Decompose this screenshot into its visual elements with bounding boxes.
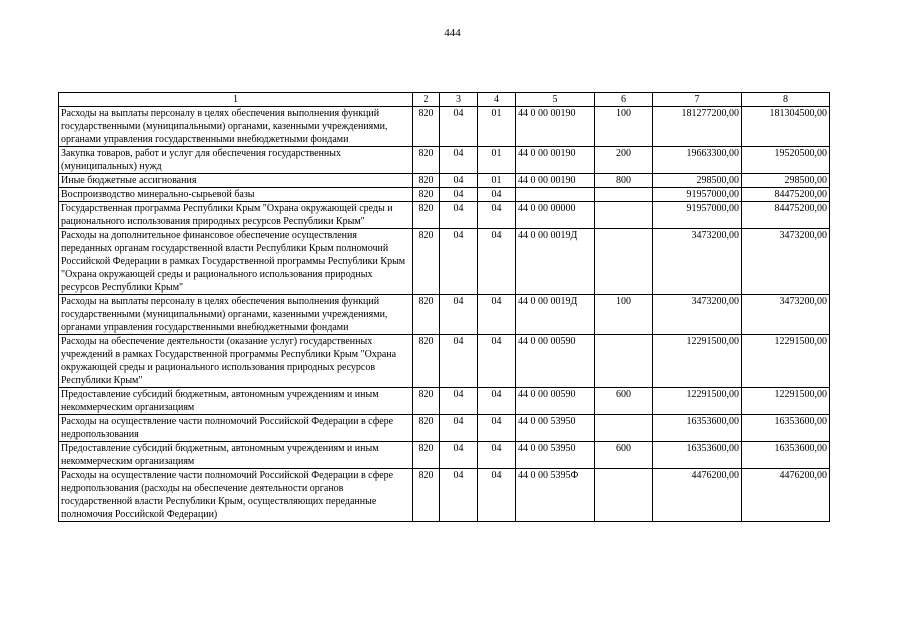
row-amount-year1: 3473200,00 (653, 229, 742, 295)
table-row (59, 147, 830, 174)
row-section-code: 04 (440, 388, 478, 415)
row-description: Воспроизводство минерально-сырьевой базы (59, 188, 413, 202)
row-subsection-code: 04 (478, 469, 516, 522)
col-header: 3 (440, 93, 478, 107)
row-description: Расходы на дополнительное финансовое обеспечение осуществления переданных органам государственной власти Республики Крым полномочий Российской Федерации в рамках Государственной программы Республики Крым "Охрана окружающей среды и рационального использования природных ресурсов Республики Крым" (59, 229, 413, 295)
header-row (59, 93, 830, 107)
row-amount-year2: 12291500,00 (742, 335, 830, 388)
row-section-code: 04 (440, 147, 478, 174)
row-amount-year1: 4476200,00 (653, 469, 742, 522)
row-amount-year2: 298500,00 (742, 174, 830, 188)
row-amount-year1: 181277200,00 (653, 107, 742, 147)
table-row (59, 188, 830, 202)
row-expense-type (595, 188, 653, 202)
row-subsection-code: 04 (478, 335, 516, 388)
row-amount-year2: 3473200,00 (742, 229, 830, 295)
row-ved-code: 820 (413, 335, 440, 388)
row-amount-year2: 19520500,00 (742, 147, 830, 174)
row-ved-code: 820 (413, 107, 440, 147)
row-description: Расходы на осуществление части полномочий Российской Федерации в сфере недропользования (59, 415, 413, 442)
row-target-article: 44 0 00 0019Д (516, 229, 595, 295)
row-description: Государственная программа Республики Крым "Охрана окружающей среды и рационального использования природных ресурсов Республики Крым" (59, 202, 413, 229)
row-amount-year2: 4476200,00 (742, 469, 830, 522)
row-section-code: 04 (440, 335, 478, 388)
col-header: 6 (595, 93, 653, 107)
row-target-article: 44 0 00 53950 (516, 442, 595, 469)
row-ved-code: 820 (413, 469, 440, 522)
row-ved-code: 820 (413, 388, 440, 415)
row-section-code: 04 (440, 415, 478, 442)
row-expense-type (595, 469, 653, 522)
row-ved-code: 820 (413, 295, 440, 335)
row-expense-type: 800 (595, 174, 653, 188)
row-ved-code: 820 (413, 174, 440, 188)
col-header: 1 (59, 93, 413, 107)
row-ved-code: 820 (413, 229, 440, 295)
row-target-article: 44 0 00 00590 (516, 388, 595, 415)
row-subsection-code: 04 (478, 229, 516, 295)
row-section-code: 04 (440, 188, 478, 202)
row-ved-code: 820 (413, 415, 440, 442)
col-header: 5 (516, 93, 595, 107)
row-target-article: 44 0 00 0019Д (516, 295, 595, 335)
row-amount-year1: 12291500,00 (653, 335, 742, 388)
row-ved-code: 820 (413, 147, 440, 174)
row-expense-type (595, 335, 653, 388)
row-section-code: 04 (440, 229, 478, 295)
row-target-article: 44 0 00 00190 (516, 107, 595, 147)
budget-table (58, 92, 830, 522)
row-description: Расходы на осуществление части полномочий Российской Федерации в сфере недропользования (расходы на обеспечение деятельности органов государственной власти Республики Крым, осуществляющих переданные полномочия Российской Федерации) (59, 469, 413, 522)
row-expense-type (595, 415, 653, 442)
table-row (59, 469, 830, 522)
table-row (59, 335, 830, 388)
row-target-article: 44 0 00 00000 (516, 202, 595, 229)
row-amount-year2: 12291500,00 (742, 388, 830, 415)
row-amount-year2: 181304500,00 (742, 107, 830, 147)
row-description: Расходы на выплаты персоналу в целях обеспечения выполнения функций государственными (муниципальными) органами, казенными учреждениями, органами управления государственными внебюджетными фондами (59, 107, 413, 147)
page-number: 444 (444, 27, 461, 39)
row-amount-year1: 91957000,00 (653, 188, 742, 202)
row-section-code: 04 (440, 202, 478, 229)
row-ved-code: 820 (413, 202, 440, 229)
row-ved-code: 820 (413, 188, 440, 202)
row-section-code: 04 (440, 295, 478, 335)
row-amount-year1: 16353600,00 (653, 442, 742, 469)
row-amount-year2: 84475200,00 (742, 188, 830, 202)
row-expense-type: 600 (595, 388, 653, 415)
row-expense-type: 200 (595, 147, 653, 174)
row-subsection-code: 04 (478, 442, 516, 469)
row-section-code: 04 (440, 469, 478, 522)
table-row (59, 107, 830, 147)
table-row (59, 415, 830, 442)
row-subsection-code: 04 (478, 295, 516, 335)
row-description: Закупка товаров, работ и услуг для обеспечения государственных (муниципальных) нужд (59, 147, 413, 174)
row-subsection-code: 01 (478, 147, 516, 174)
table-row (59, 388, 830, 415)
row-description: Предоставление субсидий бюджетным, автономным учреждениям и иным некоммерческим организациям (59, 442, 413, 469)
col-header: 2 (413, 93, 440, 107)
row-target-article (516, 188, 595, 202)
row-expense-type (595, 202, 653, 229)
row-amount-year1: 91957000,00 (653, 202, 742, 229)
row-description: Иные бюджетные ассигнования (59, 174, 413, 188)
col-header: 8 (742, 93, 830, 107)
table-body (59, 107, 830, 522)
row-target-article: 44 0 00 5395Ф (516, 469, 595, 522)
row-target-article: 44 0 00 00590 (516, 335, 595, 388)
row-section-code: 04 (440, 174, 478, 188)
row-subsection-code: 04 (478, 202, 516, 229)
row-section-code: 04 (440, 442, 478, 469)
table-row (59, 442, 830, 469)
col-header: 4 (478, 93, 516, 107)
row-amount-year1: 3473200,00 (653, 295, 742, 335)
row-description: Предоставление субсидий бюджетным, автономным учреждениям и иным некоммерческим организациям (59, 388, 413, 415)
row-amount-year1: 19663300,00 (653, 147, 742, 174)
table-row (59, 295, 830, 335)
row-target-article: 44 0 00 53950 (516, 415, 595, 442)
row-amount-year2: 16353600,00 (742, 442, 830, 469)
row-expense-type (595, 229, 653, 295)
row-subsection-code: 01 (478, 174, 516, 188)
row-expense-type: 600 (595, 442, 653, 469)
row-subsection-code: 04 (478, 188, 516, 202)
row-amount-year1: 12291500,00 (653, 388, 742, 415)
row-section-code: 04 (440, 107, 478, 147)
row-amount-year1: 298500,00 (653, 174, 742, 188)
row-expense-type: 100 (595, 295, 653, 335)
row-amount-year2: 3473200,00 (742, 295, 830, 335)
row-amount-year2: 16353600,00 (742, 415, 830, 442)
table-row (59, 174, 830, 188)
row-expense-type: 100 (595, 107, 653, 147)
row-subsection-code: 04 (478, 388, 516, 415)
row-description: Расходы на выплаты персоналу в целях обеспечения выполнения функций государственными (муниципальными) органами, казенными учреждениями, органами управления государственными внебюджетными фондами (59, 295, 413, 335)
row-subsection-code: 01 (478, 107, 516, 147)
row-target-article: 44 0 00 00190 (516, 147, 595, 174)
row-ved-code: 820 (413, 442, 440, 469)
row-amount-year2: 84475200,00 (742, 202, 830, 229)
row-description: Расходы на обеспечение деятельности (оказание услуг) государственных учреждений в рамках Государственной программы Республики Крым "Охрана окружающей среды и рационального использования природных ресурсов Республики Крым" (59, 335, 413, 388)
table-row (59, 229, 830, 295)
col-header: 7 (653, 93, 742, 107)
row-subsection-code: 04 (478, 415, 516, 442)
row-target-article: 44 0 00 00190 (516, 174, 595, 188)
table-row (59, 202, 830, 229)
row-amount-year1: 16353600,00 (653, 415, 742, 442)
